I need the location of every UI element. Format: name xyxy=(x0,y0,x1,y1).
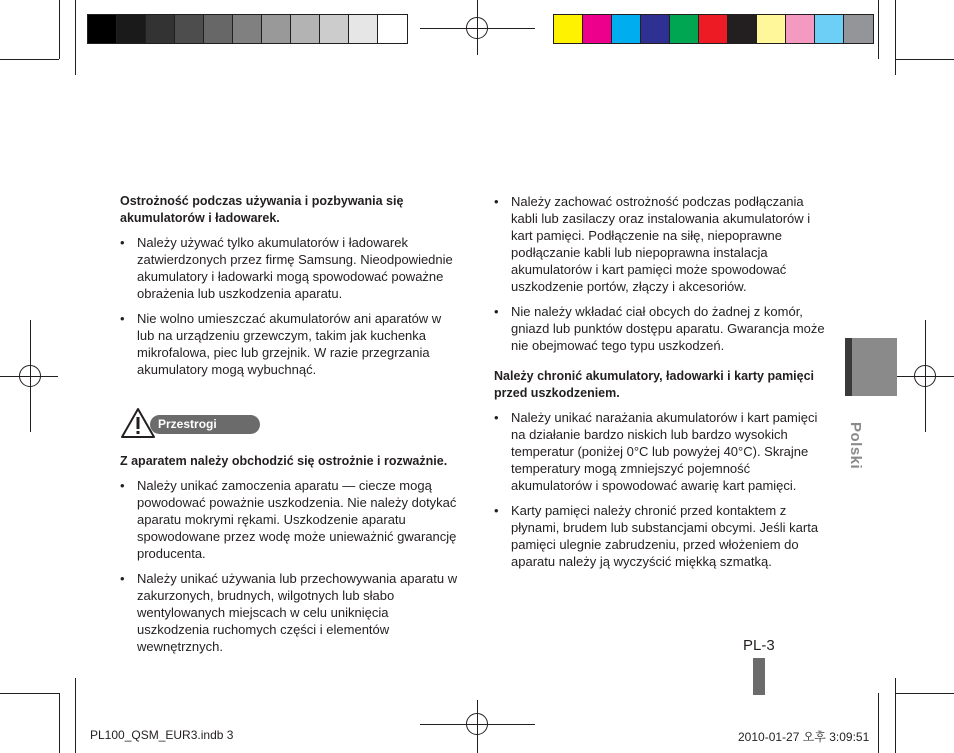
list-item: • Nie należy wkładać ciał obcych do żadnej z komór, gniazd lub punktów dostępu aparatu. Gwarancja może nie obejmować tego typu uszkodzeń. xyxy=(494,303,830,354)
color-swatch xyxy=(641,15,670,43)
language-tab-label: Polski xyxy=(847,422,864,470)
protection-list xyxy=(494,409,830,570)
color-swatch xyxy=(262,15,291,43)
list-item: • Karty pamięci należy chronić przed kontaktem z płynami, brudem lub substancjami obcymi. Jeśli karta pamięci ulegnie zabrudzeniu, przed włożeniem do aparatu należy ją wyczyścić miękką szmatką. xyxy=(494,502,830,570)
color-swatch xyxy=(175,15,204,43)
grayscale-color-bar xyxy=(87,14,408,44)
color-swatch xyxy=(844,15,873,43)
color-swatch xyxy=(728,15,757,43)
color-swatch xyxy=(88,15,117,43)
footer-file: PL100_QSM_EUR3.indb 3 xyxy=(90,728,234,742)
language-tab xyxy=(834,400,864,470)
caution-label: Przestrogi xyxy=(150,415,260,434)
list-item: • Należy unikać zamoczenia aparatu — ciecze mogą powodować poważnie uszkodzenia. Nie należy dotykać aparatu mokrymi rękami. Uszkodzenie aparatu spowodowane przez wodę może unieważnić gwarancję producenta. xyxy=(120,477,460,562)
left-column xyxy=(120,193,460,390)
right-column xyxy=(494,193,830,582)
color-swatch xyxy=(378,15,407,43)
color-swatch xyxy=(815,15,844,43)
protection-heading: Należy chronić akumulatory, ładowarki i karty pamięci przed uszkodzeniem. xyxy=(494,369,815,400)
color-swatch xyxy=(204,15,233,43)
camera-care-list xyxy=(120,477,460,655)
color-swatch xyxy=(699,15,728,43)
battery-heading: Ostrożność podczas używania i pozbywania się akumulatorów i ładowarek. xyxy=(120,194,404,225)
color-swatch xyxy=(233,15,262,43)
color-swatch xyxy=(146,15,175,43)
color-swatch xyxy=(612,15,641,43)
process-color-bar xyxy=(553,14,874,44)
connection-list xyxy=(494,193,830,354)
color-swatch xyxy=(670,15,699,43)
list-item: • Należy używać tylko akumulatorów i ładowarek zatwierdzonych przez firmę Samsung. Nieodpowiednie akumulatory i ładowarki mogą spowodować poważne obrażenia lub uszkodzenia aparatu. xyxy=(120,234,460,302)
camera-care-heading: Z aparatem należy obchodzić się ostrożnie i rozważnie. xyxy=(120,454,448,468)
list-item: • Należy zachować ostrożność podczas podłączania kabli lub zasilaczy oraz instalowania akumulatorów i kart pamięci. Podłączenie na siłę, niepoprawne podłączanie kabli lub niepoprawna instalacja akumulatorów i kart pamięci może spowodować uszkodzenie portów, złączy i akcesoriów. xyxy=(494,193,830,295)
color-swatch xyxy=(320,15,349,43)
color-swatch xyxy=(291,15,320,43)
battery-list xyxy=(120,234,460,378)
color-swatch xyxy=(554,15,583,43)
color-swatch xyxy=(786,15,815,43)
language-tab-block xyxy=(849,338,897,396)
list-item: • Nie wolno umieszczać akumulatorów ani aparatów w lub na urządzeniu grzewczym, takim jak kuchenka mikrofalowa, piec lub grzejnik. W razie przegrzania akumulatory mogą wybuchnąć. xyxy=(120,310,460,378)
page-number-bar xyxy=(753,658,765,695)
language-tab-edge xyxy=(845,338,852,396)
color-swatch xyxy=(583,15,612,43)
left-column-lower xyxy=(120,453,460,667)
page-number: PL-3 xyxy=(743,637,775,654)
color-swatch xyxy=(117,15,146,43)
list-item: • Należy unikać narażania akumulatorów i kart pamięci na działanie bardzo niskich lub bardzo wysokich temperatur (poniżej 0°C lub powyżej 40°C). Skrajne temperatury mogą zmniejszyć pojemność akumulatorów i spowodować awarię kart pamięci. xyxy=(494,409,830,494)
color-swatch xyxy=(757,15,786,43)
color-swatch xyxy=(349,15,378,43)
list-item: • Należy unikać używania lub przechowywania aparatu w zakurzonych, brudnych, wilgotnych lub słabo wentylowanych miejscach w celu uniknięcia uszkodzenia ruchomych części i elementów wewnętrznych. xyxy=(120,570,460,655)
footer-datetime: 2010-01-27 오후 3:09:51 xyxy=(738,730,870,744)
